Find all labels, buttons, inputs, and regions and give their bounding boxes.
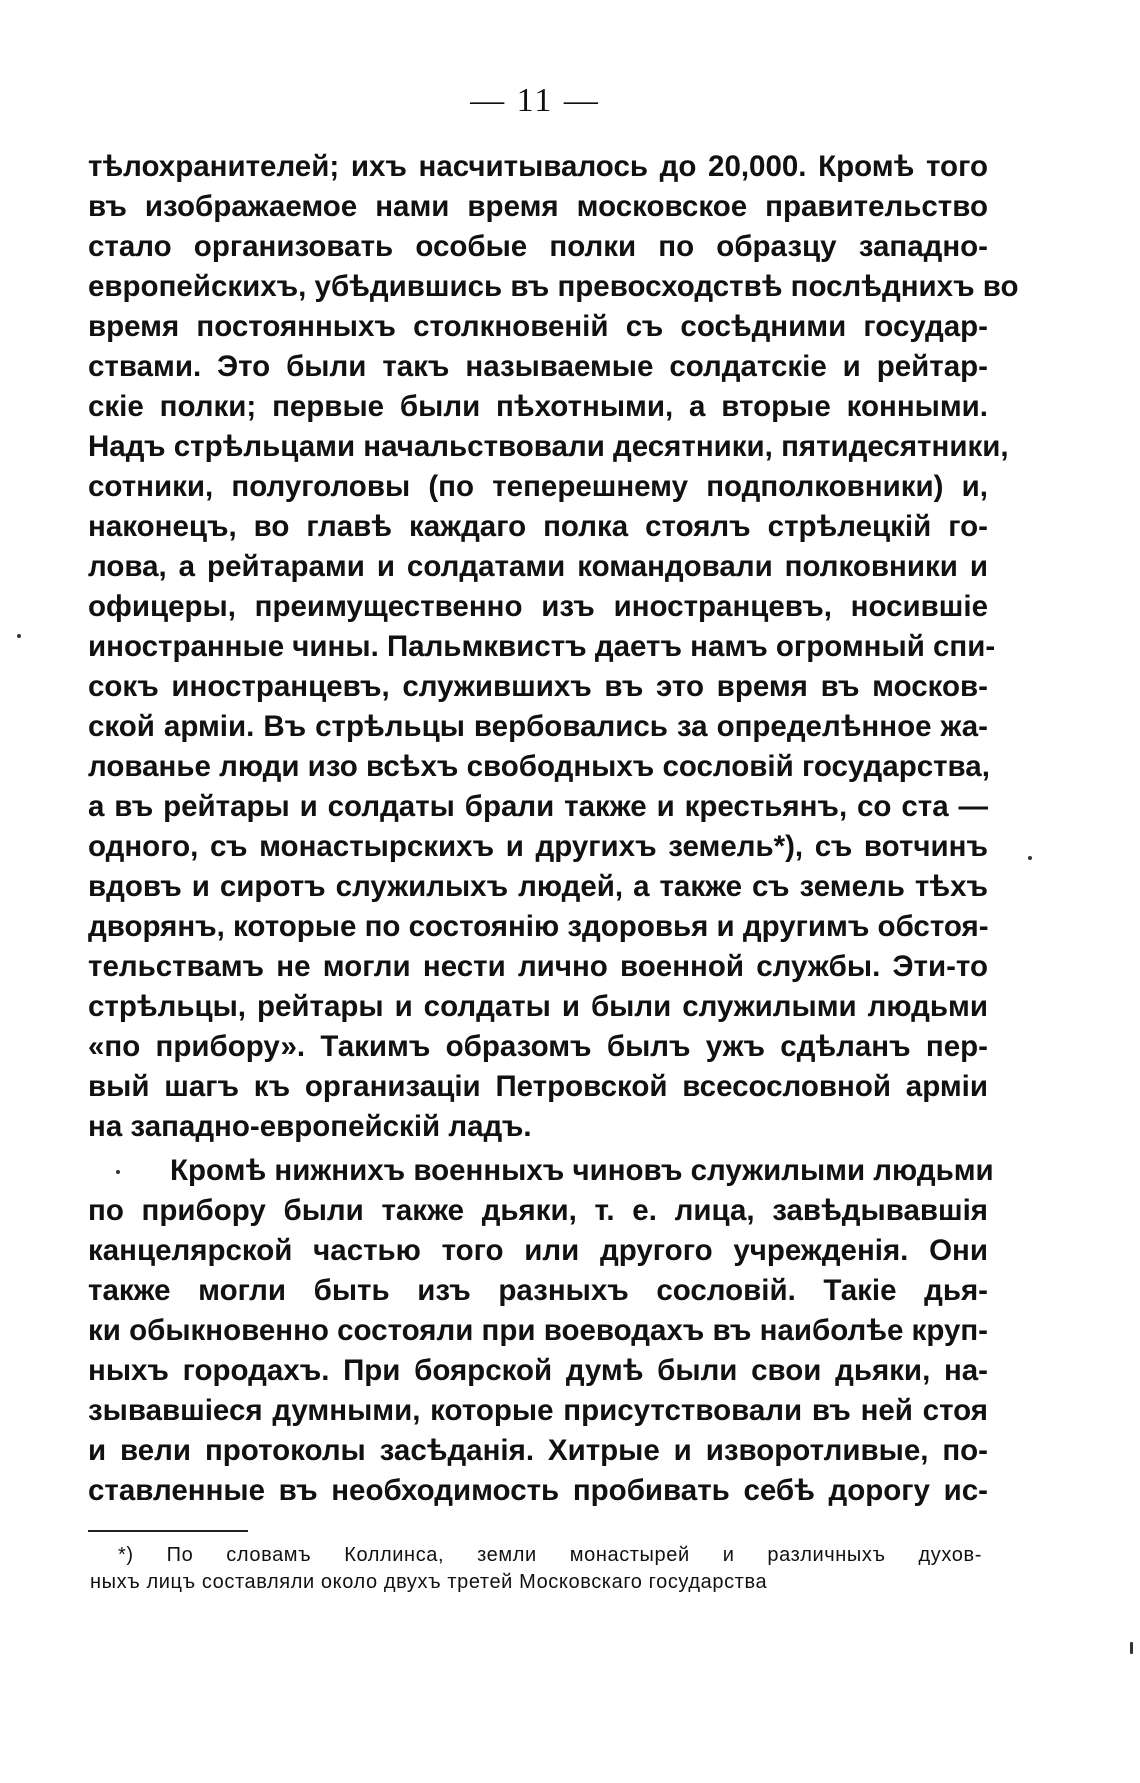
- text-line: ки обыкновенно состояли при воеводахъ въ наиболѣе круп-: [88, 1314, 988, 1347]
- text-line: вдовъ и сиротъ служилыхъ людей, а также съ земель тѣхъ: [88, 870, 988, 903]
- text-line: сокъ иностранцевъ, служившихъ въ это время въ москов-: [88, 670, 988, 703]
- print-speck: [17, 634, 21, 638]
- page-number: — 11 —: [470, 82, 600, 119]
- text-line: на западно-европейскiй ладъ.: [88, 1110, 532, 1143]
- text-line: въ изображаемое нами время московское правительство: [88, 190, 988, 223]
- print-speck: [116, 1170, 120, 1174]
- text-line: вый шагъ къ организацiи Петровской всесословной армiи: [88, 1070, 988, 1103]
- print-speck: [1130, 1642, 1133, 1654]
- text-line: по прибору были также дьяки, т. е. лица, завѣдывавшiя: [88, 1194, 988, 1227]
- text-line: тельствамъ не могли нести лично военной службы. Эти-то: [88, 950, 988, 983]
- text-line: дворянъ, которые по состоянiю здоровья и другимъ обстоя-: [88, 910, 989, 943]
- text-line: одного, съ монастырскихъ и другихъ земель*), съ вотчинъ: [88, 830, 988, 863]
- main-text: [88, 147, 1019, 1511]
- text-line: также могли быть изъ разныхъ сословiй. Такiе дья-: [88, 1274, 988, 1307]
- text-line: ствами. Это были такъ называемые солдатскiе и рейтар-: [88, 350, 988, 383]
- text-line: иностранные чины. Пальмквистъ даетъ намъ огромный спи-: [88, 630, 996, 663]
- print-speck: [1028, 856, 1032, 860]
- text-line: время постоянныхъ столкновенiй съ сосѣдними государ-: [88, 310, 988, 343]
- text-line: и вели протоколы засѣданiя. Хитрые и изворотливые, по-: [88, 1434, 988, 1467]
- text-line: офицеры, преимущественно изъ иностранцевъ, носившiе: [88, 590, 988, 623]
- text-line: стало организовать особые полки по образцу западно-: [88, 230, 988, 263]
- text-line: лованье люди изо всѣхъ свободныхъ сословiй государства,: [88, 750, 990, 783]
- text-line: европейскихъ, убѣдившись въ превосходствѣ послѣднихъ во: [88, 270, 1019, 303]
- paragraph: [88, 1151, 994, 1511]
- footnote-line: ныхъ лицъ составляли около двухъ третей Московскаго государства: [90, 1571, 768, 1593]
- text-line: ставленные въ необходимость пробивать себѣ дорогу ис-: [88, 1474, 988, 1507]
- footnote: [90, 1542, 982, 1596]
- text-line: стрѣльцы, рейтары и солдаты и были служилыми людьми: [88, 990, 988, 1023]
- text-line: ныхъ городахъ. При боярской думѣ были свои дьяки, на-: [88, 1354, 988, 1387]
- text-line: Кромѣ нижнихъ военныхъ чиновъ служилыми людьми: [170, 1154, 994, 1187]
- text-line: а въ рейтары и солдаты брали также и крестьянъ, со ста —: [88, 790, 988, 823]
- footnote-divider: [88, 1530, 248, 1532]
- text-line: ской армiи. Въ стрѣльцы вербовались за определѣнное жа-: [88, 710, 988, 743]
- footnote-line: *) По словамъ Коллинса, земли монастырей и различныхъ духов-: [118, 1544, 982, 1566]
- text-line: зывавшiеся думными, которые присутствовали въ ней стоя: [88, 1394, 988, 1427]
- text-line: канцелярской частью того или другого учрежденiя. Они: [88, 1234, 988, 1267]
- text-line: наконецъ, во главѣ каждаго полка стоялъ стрѣлецкiй го-: [88, 510, 988, 543]
- text-line: «по прибору». Такимъ образомъ былъ ужъ сдѣланъ пер-: [88, 1030, 988, 1063]
- paragraph: [88, 147, 1019, 1147]
- text-line: скiе полки; первые были пѣхотными, а вторые конными.: [88, 390, 988, 423]
- text-line: лова, а рейтарами и солдатами командовали полковники и: [88, 550, 988, 583]
- text-line: сотники, полуголовы (по теперешнему подполковники) и,: [88, 470, 988, 503]
- text-line: Надъ стрѣльцами начальствовали десятники, пятидесятники,: [88, 430, 1009, 463]
- text-line: тѣлохранителей; ихъ насчитывалось до 20,000. Кромѣ того: [88, 150, 988, 183]
